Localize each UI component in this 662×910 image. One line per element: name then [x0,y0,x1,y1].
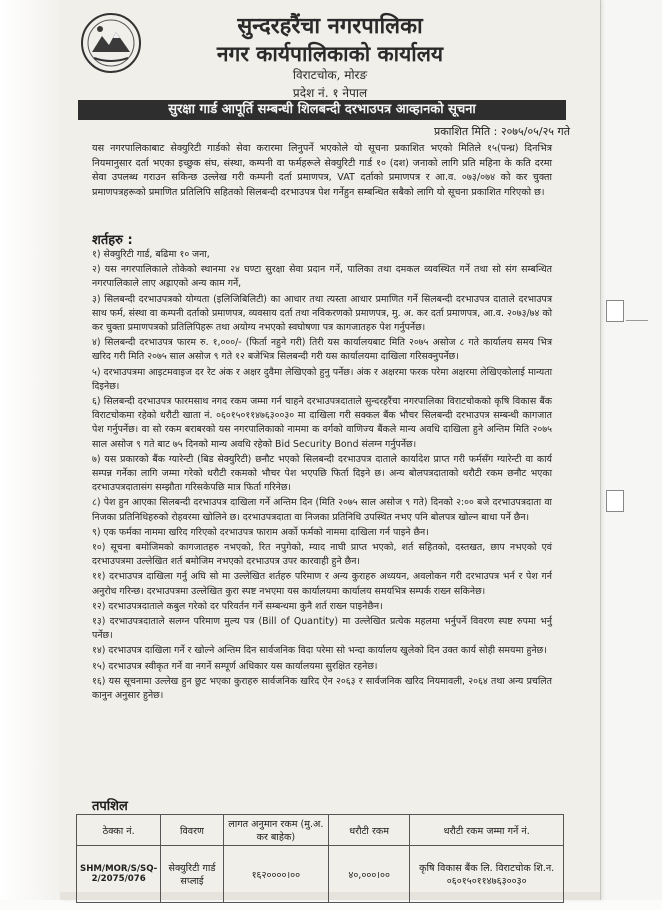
background-scrap-right [600,0,662,900]
term-item: १५) दरभाउपत्र स्वीकृत गर्ने वा नगर्ने सम्पूर्ण अधिकार यस कार्यालयमा सुरक्षित रहनेछ। [92,660,378,672]
column-header-description: विवरण [161,815,224,846]
term-item: १६) यस सूचनामा उल्लेख हुन छुट भएका कुराहरु सार्वजनिक खरिद ऐन २०६३ र सार्वजनिक खरिद नियमावली, २०६४ तथा अन्य प्रचलित कानुन अनुसार हुनेछ। [92,675,552,702]
estimate-cell: १६२००००।०० [223,846,328,903]
municipality-name: सुन्दरहरैंचा नगरपालिका [237,13,423,39]
published-value: २०७५/०५/२५ गते [500,125,570,138]
column-header-cost-estimate: लागत अनुमान रकम (मु.अ. कर बाहेक) [223,815,328,846]
term-item: २) यस नगरपालिकाले तोकेको स्थानमा २४ घण्टा सुरक्षा सेवा प्रदान गर्ने, पालिका तथा दमकल व्यवस्थित गर्ने तथा सो संग सम्बन्धित नगरपालिकाले लाए अह्राएको अन्य काम गर्ने, [92,264,552,290]
column-header-deposit: धरौटी रकम [328,815,409,846]
table-row [77,846,564,903]
term-item: १२) दरभाउपत्रदाताले कबुल गरेको दर परिवर्तन गर्ने सम्बन्धमा कुनै शर्त राख्न पाइनेछैन। [92,600,383,612]
deposit-cell: ४०,०००।०० [328,846,409,903]
term-item: ११) दरभाउपत्र दाखिला गर्नु अघि सो मा उल्लेखित शर्तहरु परिमाण र अन्य कुराहरु अध्ययन, अवलोकन गरी दरभाउपत्र भर्न र पेश गर्न अनुरोध गरिन्छ। दरभाउपत्रमा उल्लेखित कुरा स्पष्ट नभएमा यस कार्यालयमा कार्यालय समयभित्र सम्पर्क राख्न सकिनेछ। [92,571,552,597]
divider [626,320,648,321]
term-item: ३) सिलबन्दी दरभाउपत्रको योग्यता (इलिजिबिलिटी) का आधार तथा त्यस्ता आधार प्रमाणित गर्ने सिलबन्दी दरभाउपत्र दाताले दरभाउपत्र साथ फर्म, संस्था वा कम्पनी दर्ताको प्रमाणपत्र, व्यवसाय दर्ता तथा नविकरणको प्रमाणपत्र, मु. अ. कर दर्ता प्रमाणपत्र, आ.व. २०७३/७४ को कर चुक्ता प्रमाणपत्रको प्रतिलिपिहरू तथा अयोग्य नभएको स्वघोषणा पत्र कागजातहरु पेश गर्नुपर्नेछ। [92,293,552,334]
intro-paragraph: यस नगरपालिकाबाट सेक्युरिटी गार्डको सेवा करारमा लिनुपर्ने भएकोले यो सूचना प्रकाशित भएको मितिले १५(पन्ध्र) दिनभित्र नियमानुसार दर्ता भएका इच्छुक संघ, संस्था, कम्पनी वा फर्महरूले सेक्युरिटी गार्ड १० (दश) जनाको लागि प्रति महिना के कति दरमा सेवा उपलब्ध गराउन सकिन्छ उल्लेख गरी कम्पनी दर्ता प्रमाणपत्र, VAT दर्ताको प्रमाणपत्र र आ.व. ०७३/०७४ को कर चुक्ता प्रमाणपत्रहरूको प्रमाणित प्रतिलिपि सहितको सिलबन्दी दरभाउपत्र पेश गर्नेहुन सम्बन्धित सबैको लागि यो सूचना प्रकाशित गरिएको छ। [92,143,552,198]
contract-number-cell: SHM/MOR/S/SQ-2/2075/076 [77,846,161,903]
column-header-deposit-account: धरौटी रकम जम्मा गर्ने नं. [410,815,564,846]
account-cell: कृषि विकास बैंक लि. विराटचोक शि.न. ०६०१५०११४७६३००३० [410,846,564,903]
term-item: ६) सिलबन्दी दरभाउपत्र फारमसाथ नगद रकम जम्मा गर्न चाहने दरभाउपत्रदाताले सुन्दरहरैंचा नगरपालिका विराटचोकको कृषि विकास बैंक विराटचोकमा रहेको धरौटी खाता नं. ०६०१५०११४७६३००३० मा दाखिला गरी सक्कल बैंक भौचर सिलबन्दी दरभाउपत्र सम्बन्धी कागजात पेश गर्नुपर्नेछ। वा सो रकम बराबरको यस नगरपालिकाको नाममा क वर्गको वाणिज्य बैंकले मान्य अवधि दाखिला हुने अन्तिम मिति २०७५ साल असोज ९ गते बाट ७५ दिनको मान्य अवधि रहेको Bid Security Bond संलग्न गर्नुपर्नेछ। [92,396,552,450]
column-header-contract-no: ठेक्का नं. [77,815,161,846]
term-item: १) सेक्युरिटी गार्ड, बढिमा १० जना, [92,249,210,260]
term-item: ९) एक फर्मका नाममा खरिद गरिएको दरभाउपत्र फाराम अर्को फर्मको नाममा दाखिला गर्न पाइने छैन। [92,526,429,538]
details-table [76,814,564,903]
terms-list [92,248,552,704]
background-scrap-left [0,0,60,900]
details-heading: तपशिल [92,799,128,814]
published-label: प्रकाशित मिति : [433,125,498,138]
term-item: १४) दरभाउपत्र दाखिला गर्ने र खोल्ने अन्तिम दिन सार्वजनिक विदा परेमा सो भन्दा कार्यालय खुलेको दिन उक्त कार्य सोही समयमा हुनेछ। [92,645,547,657]
checkbox-fragment [606,300,624,322]
notice-intro [92,142,552,200]
checkbox-fragment [606,490,624,512]
term-item: ७) यस प्रकारको बैंक ग्यारेन्टी (बिड सेक्युरिटी) छनौट भएको सिलबन्दी दरभाउपत्र दाताले कार्यादेश प्राप्त गरी फर्मसँग ग्यारेन्टी वा कार्य सम्पन्न गर्नेका लागि जम्मा गरेको धरौटी रकमको भौचर पेश भएपछि फिर्ता दिइने छ। अन्य बोलपत्रदाताको धरौटी रकम छनौट भएका दरभाउपत्रदातासंग सम्झौता गरिसकेपछि मात्र फिर्ता गरिनेछ। [92,453,552,494]
term-item: १०) सूचना बमोजिमको कागजातहरु नभएको, रित नपुगेको, म्याद नाघी प्राप्त भएको, शर्त सहितको, दस्तखत, छाप नभएको एवं दरभाउपत्रमा उल्लेखित शर्त बमोजिम नभएको दरभाउपत्र उपर कारवाही हुने छैन। [92,542,552,568]
term-item: ५) दरभाउपत्रमा आइटमवाइज दर रेट अंक र अक्षर दुवैमा लेखिएको हुनु पर्नेछ। अंक र अक्षरमा फरक परेमा अक्षरमा लेखिएकोलाई मान्यता दिइनेछ। [92,366,552,392]
terms-heading: शर्तहरु : [92,233,133,248]
office-address: विराटचोक, मोरङ [292,68,368,82]
term-item: ४) सिलबन्दी दरभाउपत्र फारम रु. १,०००/- (फिर्ता नहुने गरी) तिरी यस कार्यालयबाट मिति २०७५ असोज ८ गते कार्यालय समय भित्र खरिद गरी मिति २०७५ साल असोज ९ गते १२ बजेभित्र सिलबन्दी गरी यस कार्यालयमा दाखिला गरिसक्नुपर्नेछ। [92,337,552,363]
term-item: ८) पेश हुन आएका सिलबन्दी दरभाउपत्र दाखिला गर्ने अन्तिम दिन (मिति २०७५ साल असोज ९ गते) दिनको २:०० बजे दरभाउपत्रदाता वा निजका प्रतिनिधिहरुको रोहवरमा खोलिने छ। दरभाउपत्रदाता वा निजका प्रतिनिधि उपस्थित नभए पनि बोलपत्र खोल्न बाधा पर्ने छैन। [92,497,552,523]
notice-title-banner: सुरक्षा गार्ड आपूर्ति सम्बन्धी शिलबन्दी दरभाउपत्र आव्हानको सूचना [78,100,566,120]
table-header-row [77,815,564,846]
published-date [330,124,570,139]
municipality-emblem-icon [80,12,142,74]
office-province: प्रदेश नं. १ नेपाल [292,86,368,100]
office-name: नगर कार्यपालिकाको कार्यालय [216,41,444,66]
description-cell: सेक्युरिटी गार्ड सप्लाई [161,846,224,903]
term-item: १३) दरभाउपत्रदाताले सलग्न परिमाण मुल्य पत्र (Bill of Quantity) मा उल्लेखित प्रत्येक महलमा भर्नुपर्ने विवरण स्पष्ट रुपमा भर्नु पर्नेछ। [92,616,552,642]
